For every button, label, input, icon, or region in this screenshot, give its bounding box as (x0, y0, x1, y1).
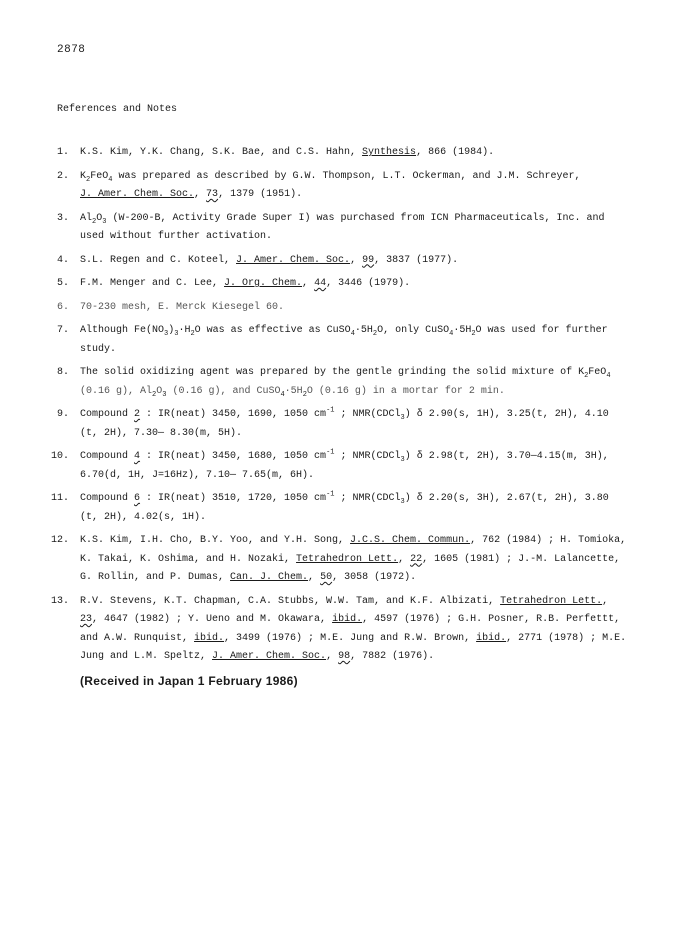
subscript: 3 (400, 498, 405, 506)
journal-name: ibid. (332, 614, 363, 625)
reference-item (57, 210, 627, 247)
formula-text: FeO (588, 367, 607, 378)
reference-text: , 3446 (1979). (326, 278, 411, 289)
journal-name: J. Org. Chem. (224, 278, 303, 289)
reference-item (57, 252, 627, 271)
formula-text: ) (168, 325, 175, 336)
reference-text: was prepared as described by G.W. Thompson, L.T. Ockerman, and J.M. Schreyer, (112, 170, 581, 182)
reference-text: O was used for further study. (80, 325, 608, 355)
reference-item (57, 144, 627, 163)
reference-text: : IR(neat) 3450, 1680, 1050 cm (140, 451, 327, 462)
subscript: 4 (108, 175, 113, 184)
reference-item (57, 299, 627, 318)
subscript: 2 (86, 175, 91, 184)
reference-item (51, 448, 627, 485)
subscript: 2 (471, 330, 476, 338)
volume-number: 99 (362, 254, 375, 266)
reference-text: , 1379 (1951). (218, 189, 303, 200)
reference-item (51, 593, 627, 667)
journal-name: J.C.S. Chem. Commun. (350, 535, 471, 546)
reference-text: ; NMR(CDCl (334, 409, 401, 420)
separator: , (194, 189, 207, 200)
formula-text: ·5H (284, 385, 303, 397)
reference-text: K.S. Kim, Y.K. Chang, S.K. Bae, and C.S. Hahn, (80, 147, 363, 158)
reference-text: , 4597 (1976) ; G.H. Posner, R.B. Perfettt, and A.W. Runquist, (80, 614, 621, 644)
reference-item (57, 275, 627, 294)
reference-item (57, 322, 627, 359)
superscript: -1 (326, 448, 335, 457)
reference-text: S.L. Regen and C. Koteel, (80, 254, 237, 266)
superscript: -1 (326, 406, 335, 415)
reference-item (57, 364, 627, 401)
reference-text: ) δ 2.20(s, 3H), 2.67(t, 2H), 3.80 (t, 2H), 4.02(s, 1H). (80, 493, 609, 523)
reference-text: Compound (80, 493, 135, 504)
separator: , (302, 278, 315, 289)
subscript: 2 (372, 330, 378, 338)
reference-item (51, 490, 627, 527)
volume-number: 23 (80, 614, 93, 625)
journal-name: Tetrahedron Lett. (296, 553, 399, 565)
reference-text: , 4647 (1982) ; Y. Ueno and M. Okawara, (92, 614, 333, 625)
separator: , (398, 553, 411, 565)
reference-text: ; NMR(CDCl (334, 451, 401, 462)
reference-text: O (0.16 g) in a mortar for 2 min. (306, 385, 505, 397)
formula-text: O (156, 385, 163, 397)
volume-number: 44 (314, 278, 327, 289)
volume-number: 50 (320, 572, 333, 583)
formula-text: K (80, 170, 87, 182)
reference-text: (0.16 g), and CuSO (166, 385, 281, 397)
formula-text: ·5H (453, 325, 472, 336)
journal-name: J. Amer. Chem. Soc. (80, 189, 195, 200)
reference-text: , 3499 (1976) ; M.E. Jung and R.W. Brown, (224, 632, 477, 644)
reference-text: ; NMR(CDCl (334, 493, 401, 504)
reference-text: , 3058 (1972). (332, 572, 417, 583)
reference-number: 10. (51, 451, 70, 462)
separator: , (308, 572, 321, 583)
journal-name: J. Amer. Chem. Soc. (212, 651, 327, 662)
reference-number: 11. (51, 493, 70, 504)
reference-text: : IR(neat) 3510, 1720, 1050 cm (140, 493, 327, 504)
reference-text: ) δ 2.90(s, 1H), 3.25(t, 2H), 4.10 (t, 2H), 7.30— 8.30(m, 5H). (80, 409, 609, 439)
subscript: 3 (174, 330, 179, 338)
reference-number: 3. (57, 212, 70, 224)
formula-text: Al (80, 212, 93, 224)
subscript: 3 (164, 330, 169, 338)
compound-number: 2 (134, 409, 141, 420)
section-heading: References and Notes (57, 104, 178, 115)
reference-text: (W-200-B, Activity Grade Super I) was purchased from ICN Pharmaceuticals, Inc. and used without further activation. (80, 212, 605, 242)
reference-text: K.S. Kim, I.H. Cho, B.Y. Yoo, and Y.H. Song, (80, 535, 351, 546)
superscript: -1 (326, 490, 335, 499)
reference-number: 5. (57, 278, 70, 289)
reference-number: 2. (57, 170, 70, 182)
subscript: 2 (302, 390, 307, 399)
volume-number: 73 (206, 189, 219, 200)
formula-text: ·H (178, 325, 191, 336)
reference-number: 12. (51, 535, 70, 546)
reference-number: 13. (51, 595, 70, 607)
reference-number: 8. (57, 367, 70, 378)
subscript: 3 (102, 217, 107, 226)
compound-number: 4 (134, 451, 141, 462)
reference-text: : IR(neat) 3450, 1690, 1050 cm (140, 409, 327, 420)
subscript: 4 (350, 330, 355, 338)
subscript: 3 (400, 414, 405, 422)
reference-text: ) δ 2.98(t, 2H), 3.70—4.15(m, 3H), 6.70(d, 1H, J=16Hz), 7.10— 7.65(m, 6H). (80, 451, 609, 481)
formula-text: Although Fe(NO (80, 325, 165, 336)
journal-name: ibid. (476, 632, 507, 644)
reference-text: R.V. Stevens, K.T. Chapman, C.A. Stubbs, W.W. Tam, and K.F. Albizati, (80, 595, 501, 607)
separator: , (350, 254, 363, 266)
formula-text: O (96, 212, 103, 224)
reference-item (57, 406, 627, 443)
journal-name: J. Amer. Chem. Soc. (236, 254, 351, 266)
received-date: (Received in Japan 1 February 1986) (80, 674, 298, 688)
reference-number: 1. (57, 147, 70, 158)
subscript: 2 (92, 217, 97, 226)
separator: , (326, 651, 339, 662)
volume-number: 98 (338, 651, 351, 662)
formula-text: FeO (90, 170, 109, 182)
page-number: 2878 (57, 44, 86, 56)
subscript: 2 (152, 390, 157, 399)
journal-name: Tetrahedron Lett. (500, 595, 603, 607)
reference-number: 7. (57, 325, 70, 336)
reference-text: , 3837 (1977). (374, 254, 459, 266)
reference-text: O, only CuSO (377, 325, 450, 336)
reference-text: , 7882 (1976). (350, 651, 435, 662)
reference-text: , 1605 (1981) ; J.-M. Lalancette, G. Rollin, and P. Dumas, (80, 553, 621, 583)
reference-item (51, 532, 627, 588)
reference-number: 9. (57, 409, 70, 420)
formula-text: ·5H (354, 325, 373, 336)
reference-list (51, 144, 627, 672)
journal-name: ibid. (194, 632, 225, 644)
reference-text: , 2771 (1978) ; M.E. Jung and L.M. Speltz, (80, 632, 627, 662)
reference-number: 6. (57, 301, 70, 313)
reference-text: F.M. Menger and C. Lee, (80, 278, 225, 289)
reference-text: The solid oxidizing agent was prepared by the gentle grinding the solid mixture of K (80, 367, 585, 378)
volume-number: 22 (410, 553, 423, 565)
reference-text: Compound (80, 451, 135, 462)
reference-item (57, 168, 627, 205)
separator: , (602, 595, 609, 607)
reference-text: Compound (80, 409, 135, 420)
reference-text: (0.16 g), Al (80, 385, 153, 397)
journal-name: Can. J. Chem. (230, 572, 309, 583)
subscript: 3 (162, 390, 167, 399)
journal-name: Synthesis (362, 147, 417, 158)
compound-number: 6 (134, 493, 141, 504)
reference-text: , 866 (1984). (416, 147, 495, 158)
reference-number: 4. (57, 254, 70, 266)
subscript: 4 (449, 330, 454, 338)
subscript: 3 (400, 456, 405, 464)
subscript: 4 (280, 390, 285, 399)
reference-text: O was as effective as CuSO (194, 325, 351, 336)
reference-text: 70-230 mesh, E. Merck Kiesegel 60. (80, 301, 285, 313)
subscript: 4 (606, 372, 611, 380)
subscript: 2 (584, 372, 589, 380)
subscript: 2 (190, 330, 195, 338)
reference-text: , 762 (1984) ; H. Tomioka, K. Takai, K. Oshima, and H. Nozaki, (80, 535, 627, 565)
